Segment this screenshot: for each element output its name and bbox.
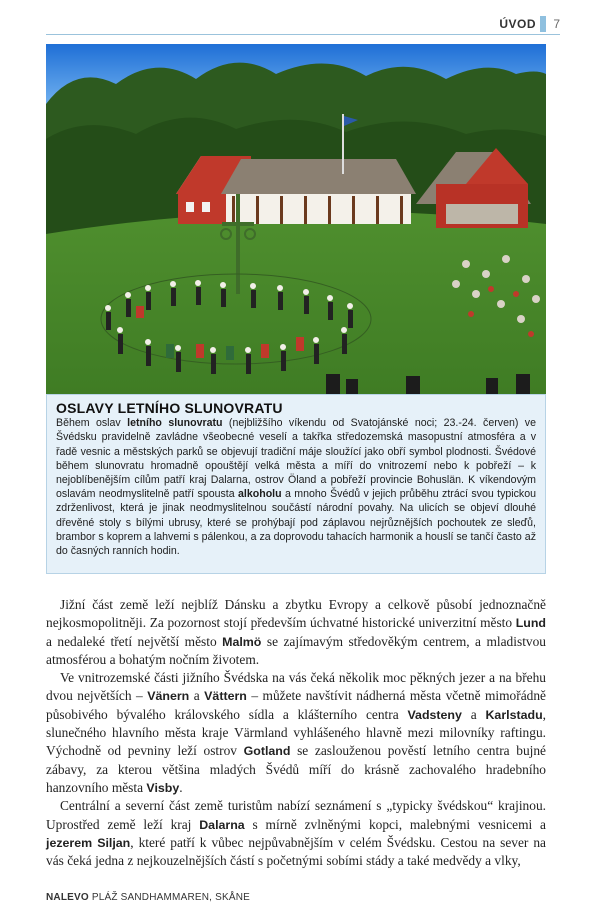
midsummer-infobox [46,394,546,574]
text-run: a nedaleké třetí největší město [46,633,223,649]
running-header [46,14,560,36]
text-run: Centrální a severní část země turistům nabízí seznámení s „typicky švédskou“ krajinou. Uprostřed země leží kraj [46,798,546,832]
text-run: s mírně zvlněnými kopci, malebnými vesnicemi a [244,816,546,832]
infobox-title: OSLAVY LETNÍHO SLUNOVRATU [56,400,283,416]
caption-text: PLÁŽ SANDHAMMAREN, SKÅNE [88,892,251,903]
text-run: a mnoho Švédů v jejich průběhu ztrácí svou typickou zdrženlivost, která je jinak neodmyslitelnou součástí národní povahy. Na ulicích se objeví dlouhé dřevěné stoly s bílými ubrusy, které se prohýbají pod záplavou nejrůznějších pochoutek ze sleďů, brambor s koprem a lahvemi s pálenkou, a za doprovodu tahacích harmonik a houslí se tančí často až do časných ranních hodin. [56,488,536,558]
highlighted-term: Malmö [222,634,262,649]
highlighted-term: Visby [146,780,180,795]
highlighted-term: jezerem Siljan [46,835,131,850]
midsummer-photo-illustration [46,44,546,394]
main-text [46,596,546,870]
highlighted-term: Karlstadu [485,707,543,722]
highlighted-term: Dalarna [199,817,245,832]
section-title: ÚVOD [499,17,536,31]
body-paragraph [46,596,546,669]
text-run: Během oslav [56,417,128,430]
text-run: se zajímavým středověkým centrem, a mladistvou atmosférou a bohatým nočním životem. [46,633,546,667]
midsummer-photo [46,44,546,394]
text-run: Jižní část země leží nejblíž Dánsku a zbytku Evropy a celkově působí jednoznačně nejkosmopolitněji. Za pozornost stojí především úchvatné historické univerzitní město [46,597,546,631]
infobox-text [56,416,536,558]
caption-direction: NALEVO [46,892,89,903]
highlighted-term: Vadsteny [407,707,462,722]
body-paragraph [46,797,546,870]
header-rule [46,34,560,35]
text-run: (nejbližšího víkendu od Svatojánské noci; 23.-24. červen) ve Švédsku pravidelně zavládne všeobecné veselí a takřka středozemská masopustní atmosféra a v řadě vesnic a městských parků se objevují tradiční máje sloužící jako obří symbol plodnosti. Švédové během slunovratu hromadně opouštějí velká města a míří do vnitrozemí nebo k pobřeží – k nejoblíbenějším cílům patří kraj Dalarna, ostrov Öland a pobřeží provincie Bohuslän. K víkendovým oslavám neodmyslitelně patří spousta [56,417,536,501]
highlighted-term: Gotland [243,744,291,759]
photo-caption [46,892,250,903]
text-run: , slunečného hlavního města kraje Värmland vyhlášeného hlavně mezi milovníky raftingu. Východně od pevniny leží ostrov [46,706,546,759]
text-run: – můžete navštívit nádherná města včetně mimořádně působivého bývalého královského sídla a klášterního centra [46,688,546,722]
page-number: 7 [553,17,560,31]
text-run: Ve vnitrozemské části jižního Švédska na vás čeká několik moc pěkných jezer a na břehu dvou největších – [46,670,546,704]
highlighted-term: letního slunovratu [127,417,223,430]
body-paragraph [46,669,546,797]
header-accent-bar [540,16,546,32]
text-run: a [461,706,486,722]
text-run: a [189,688,205,704]
highlighted-term: Vänern [147,689,190,704]
text-run: , které patří k vůbec nejpůvabnějším v celém Švédsku. Cestou na sever na vás čeká jedna z nejkouzelnějších částí s početnými sobími stády a také medvědy a vlky, [46,834,546,869]
highlighted-term: Vättern [204,689,247,704]
highlighted-term: Lund [515,616,546,631]
text-run: . [179,779,183,795]
highlighted-term: alkoholu [238,488,282,501]
text-run: se zaslouženou pověstí letního centra bujné zábavy, za kterou většina mladých Švédů míří do krásně zachovalého hradebního hanzovního města [46,743,547,795]
